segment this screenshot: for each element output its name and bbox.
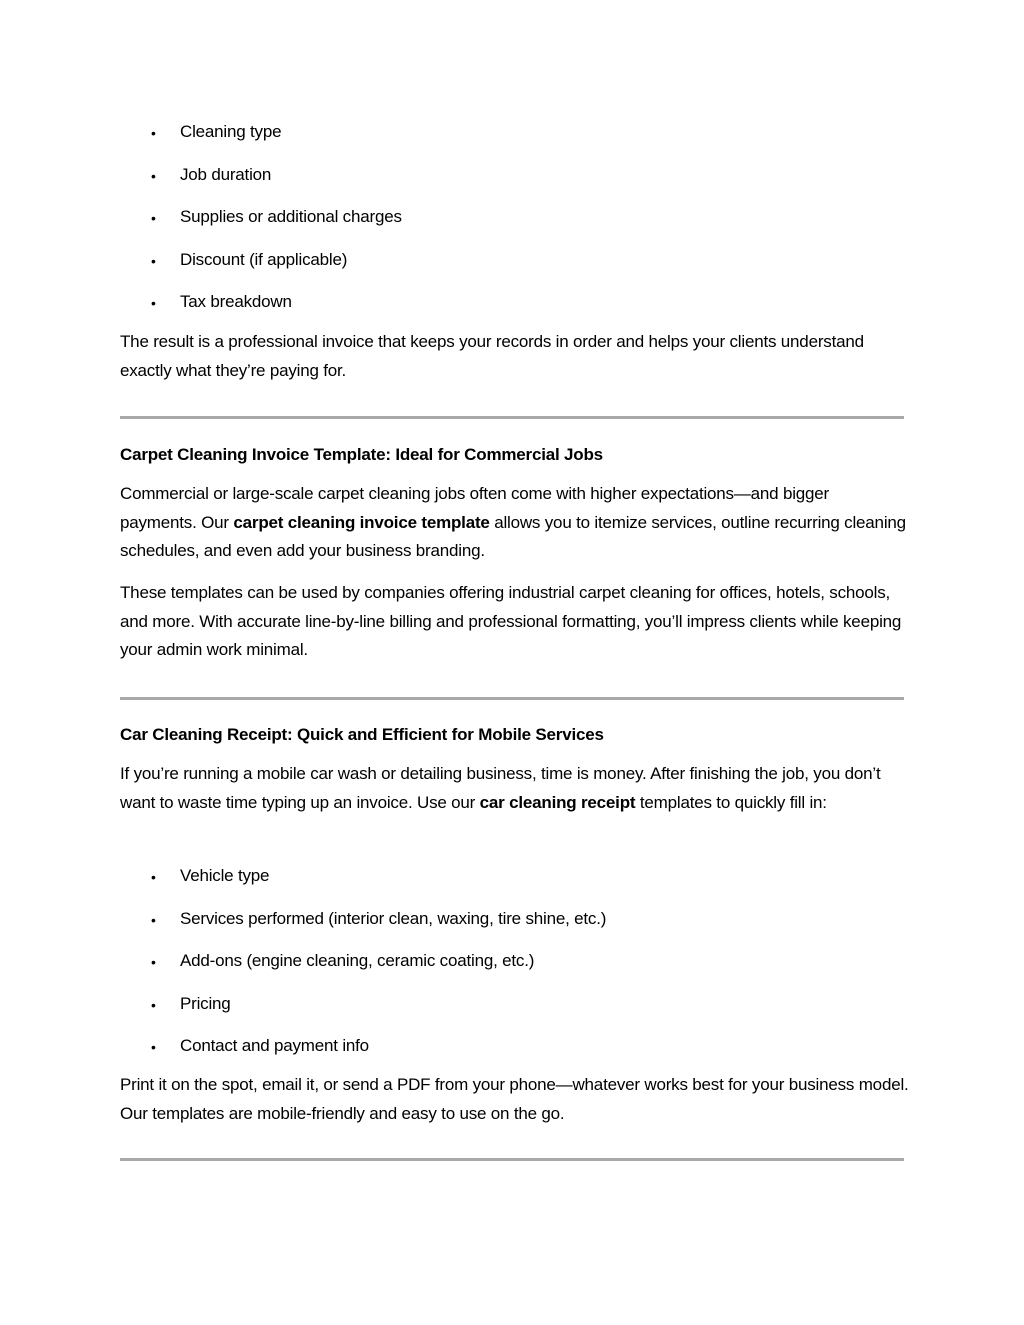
car-receipt-fields-list [120,865,910,1078]
carpet-section-heading-block [120,444,910,466]
bullet-icon: • [151,1039,156,1055]
carpet-intro-paragraph: Commercial or large-scale carpet cleaning jobs often come with higher expectations—and bigger payments. Our carpet cleaning invoice template allows you to itemize services, outline recurring cleaning schedules, and even add your business branding. [120,484,906,561]
list-item: • Contact and payment info [120,1035,910,1078]
bullet-icon: • [151,252,156,269]
car-intro-paragraph: If you’re running a mobile car wash or detailing business, time is money. After finishing the job, you don’t want to waste time typing up an invoice. Use our car cleaning receipt templates to quickly fill in: [120,764,881,812]
bullet-icon: • [151,125,156,141]
bullet-icon: • [151,996,156,1013]
bullet-icon: • [151,954,156,970]
section-divider [120,697,904,700]
carpet-section-heading: Carpet Cleaning Invoice Template: Ideal for Commercial Jobs [120,445,603,464]
list-item: • Pricing [120,993,910,1036]
carpet-usage-block [120,579,910,665]
bullet-icon: • [151,210,156,226]
car-closing-block [120,1071,910,1128]
carpet-usage-paragraph: These templates can be used by companies offering industrial carpet cleaning for offices, hotels, schools, and more. With accurate line-by-line billing and professional formatting, you’ll impress clients while keeping your admin work minimal. [120,583,902,660]
list-item: • Add-ons (engine cleaning, ceramic coating, etc.) [120,950,910,993]
bullet-icon: • [151,295,156,311]
list-item: • Cleaning type [120,121,910,164]
list-item: • Vehicle type [120,865,910,908]
section-divider [120,1158,904,1161]
list-item: • Services performed (interior clean, waxing, tire shine, etc.) [120,908,910,951]
car-cleaning-receipt-emphasis: car cleaning receipt [479,792,636,812]
car-closing-paragraph: Print it on the spot, email it, or send a PDF from your phone—whatever works best for your business model. Our templates are mobile-friendly and easy to use on the go. [120,1075,909,1123]
section-divider [120,416,904,419]
list-item: • Discount (if applicable) [120,249,910,292]
cleaning-details-list [120,121,910,334]
list-item: • Supplies or additional charges [120,206,910,249]
bullet-icon: • [151,911,156,928]
list-item: • Tax breakdown [120,291,910,334]
carpet-intro-block [120,480,910,566]
carpet-invoice-template-emphasis: carpet cleaning invoice template [233,512,490,532]
list-item: • Job duration [120,164,910,207]
bullet-icon: • [151,869,156,885]
result-paragraph-block [120,328,910,385]
result-paragraph: The result is a professional invoice that keeps your records in order and helps your clients understand exactly what they’re paying for. [120,332,864,380]
car-section-heading: Car Cleaning Receipt: Quick and Efficient for Mobile Services [120,725,604,744]
car-section-heading-block [120,724,910,746]
bullet-icon: • [151,167,156,184]
car-intro-block [120,760,910,817]
